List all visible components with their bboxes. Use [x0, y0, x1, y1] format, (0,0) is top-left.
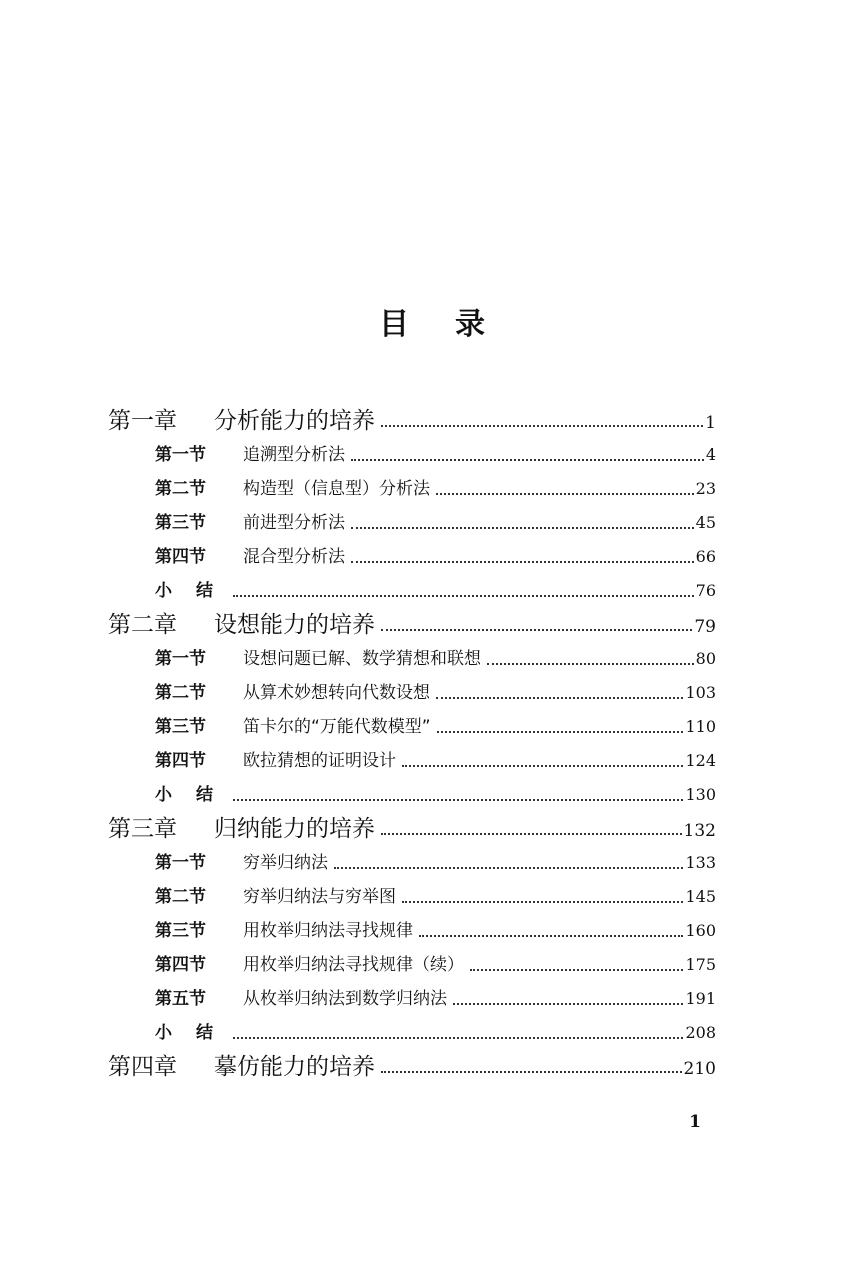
- toc-section-entry: [155, 472, 716, 506]
- toc-entry-page: 160: [685, 921, 716, 940]
- toc-entry-title: 设想能力的培养: [214, 612, 375, 638]
- toc-section-entry: [155, 438, 716, 472]
- dot-leader: [402, 899, 683, 903]
- toc-entry-label: 第二节: [155, 683, 206, 703]
- toc-section-entry: [155, 846, 716, 880]
- dot-leader: [334, 865, 683, 869]
- toc-entry-label: 第三节: [155, 717, 206, 737]
- toc-entry-label: 小结: [155, 1023, 237, 1043]
- toc-chapter-entry: [108, 404, 716, 438]
- dot-leader: [402, 763, 683, 767]
- toc-entry-page: 1: [705, 413, 716, 433]
- toc-section-entry: [155, 506, 716, 540]
- toc-entry-page: 210: [683, 1059, 716, 1079]
- toc-chapter-entry: [108, 608, 716, 642]
- dot-leader: [436, 695, 683, 699]
- toc-section-entry: [155, 676, 716, 710]
- toc-chapter-entry: [108, 1050, 716, 1084]
- dot-leader: [233, 797, 683, 801]
- dot-leader: [487, 661, 694, 665]
- toc-entry-page: 145: [685, 887, 716, 906]
- toc-section-entry: [155, 744, 716, 778]
- toc-entry-label: 第五节: [155, 989, 206, 1009]
- page-title: 目录: [379, 307, 531, 342]
- toc-entry-title: 用枚举归纳法寻找规律: [243, 921, 413, 941]
- toc-entry-title: 欧拉猜想的证明设计: [243, 751, 396, 771]
- dot-leader: [233, 593, 694, 597]
- dot-leader: [470, 967, 683, 971]
- toc-entry-label: 小结: [155, 785, 237, 805]
- toc-entry-label: 第三节: [155, 921, 206, 941]
- toc-entry-label: 第一章: [108, 408, 177, 434]
- toc-entry-title: 笛卡尔的“万能代数模型”: [243, 717, 431, 737]
- toc-entry-title: 分析能力的培养: [214, 408, 375, 434]
- toc-summary-entry: [155, 574, 716, 608]
- toc-section-entry: [155, 880, 716, 914]
- toc-entry-title: 从枚举归纳法到数学归纳法: [243, 989, 447, 1009]
- dot-leader: [453, 1001, 683, 1005]
- page-number: 1: [689, 1112, 701, 1132]
- dot-leader: [351, 525, 694, 529]
- toc-entry-title: 从算术妙想转向代数设想: [243, 683, 430, 703]
- toc-section-entry: [155, 948, 716, 982]
- toc-entry-label: 第四节: [155, 751, 206, 771]
- toc-entry-page: 23: [695, 479, 716, 498]
- toc-section-entry: [155, 540, 716, 574]
- dot-leader: [381, 831, 682, 835]
- toc-entry-title: 设想问题已解、数学猜想和联想: [243, 649, 481, 669]
- dot-leader: [419, 933, 683, 937]
- toc-entry-page: 133: [685, 853, 716, 872]
- toc-section-entry: [155, 914, 716, 948]
- toc-entry-title: 混合型分析法: [243, 547, 345, 567]
- toc-entry-page: 103: [685, 683, 716, 702]
- dot-leader: [351, 457, 704, 461]
- dot-leader: [381, 627, 692, 631]
- toc-entry-label: 第三章: [108, 816, 177, 842]
- toc-entry-page: 66: [695, 547, 716, 566]
- toc-entry-label: 第一节: [155, 853, 206, 873]
- dot-leader: [436, 491, 694, 495]
- toc-entry-label: 第四章: [108, 1054, 177, 1080]
- toc-entry-title: 穷举归纳法与穷举图: [243, 887, 396, 907]
- toc-entry-title: 追溯型分析法: [243, 445, 345, 465]
- dot-leader: [233, 1035, 683, 1039]
- toc-entry-page: 208: [685, 1023, 716, 1042]
- toc-section-entry: [155, 982, 716, 1016]
- toc-chapter-entry: [108, 812, 716, 846]
- toc-entry-label: 第四节: [155, 547, 206, 567]
- toc-section-entry: [155, 710, 716, 744]
- toc-entry-title: 归纳能力的培养: [214, 816, 375, 842]
- toc-entry-title: 构造型（信息型）分析法: [243, 479, 430, 499]
- toc-entry-page: 76: [695, 581, 716, 600]
- toc-entry-page: 80: [695, 649, 716, 668]
- dot-leader: [381, 1069, 682, 1073]
- toc-entry-label: 第二节: [155, 479, 206, 499]
- toc-entry-page: 175: [685, 955, 716, 974]
- toc-section-entry: [155, 642, 716, 676]
- toc-summary-entry: [155, 1016, 716, 1050]
- toc-entry-page: 132: [683, 821, 716, 841]
- toc-entry-page: 45: [695, 513, 716, 532]
- toc-entry-label: 第二节: [155, 887, 206, 907]
- dot-leader: [381, 423, 703, 427]
- toc-entry-page: 110: [685, 717, 716, 736]
- toc-summary-entry: [155, 778, 716, 812]
- toc-entry-page: 4: [705, 445, 716, 464]
- toc-entry-title: 用枚举归纳法寻找规律（续）: [243, 955, 464, 975]
- toc-entry-page: 124: [685, 751, 716, 770]
- toc-entry-label: 第三节: [155, 513, 206, 533]
- dot-leader: [351, 559, 694, 563]
- toc-entry-label: 第四节: [155, 955, 206, 975]
- toc-entry-page: 79: [694, 617, 716, 637]
- toc-entry-title: 前进型分析法: [243, 513, 345, 533]
- toc-entry-label: 第一节: [155, 445, 206, 465]
- toc-entry-label: 第二章: [108, 612, 177, 638]
- toc-entry-label: 第一节: [155, 649, 206, 669]
- dot-leader: [437, 729, 684, 733]
- toc-entry-page: 130: [685, 785, 716, 804]
- toc-entry-label: 小结: [155, 581, 237, 601]
- toc-entry-title: 摹仿能力的培养: [214, 1054, 375, 1080]
- toc-entry-page: 191: [685, 989, 716, 1008]
- toc-entry-title: 穷举归纳法: [243, 853, 328, 873]
